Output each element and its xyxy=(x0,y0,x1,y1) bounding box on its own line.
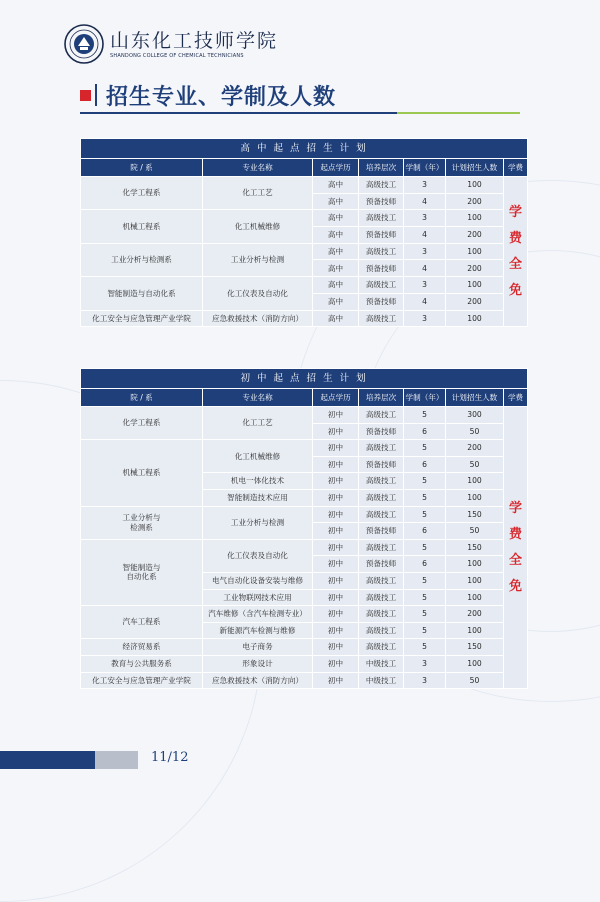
table-row xyxy=(81,243,528,260)
table-row xyxy=(81,506,528,523)
high-school-plan-table xyxy=(80,138,528,327)
entry-education-cell: 初中 xyxy=(313,639,359,656)
entry-education-cell: 高中 xyxy=(313,243,359,260)
enrollment-cell: 50 xyxy=(446,523,504,540)
training-level-cell: 预备技师 xyxy=(359,423,404,440)
duration-cell: 5 xyxy=(404,572,446,589)
entry-education-cell: 初中 xyxy=(313,572,359,589)
header-tuition: 学费 xyxy=(504,389,528,407)
table-row xyxy=(81,639,528,656)
entry-education-cell: 高中 xyxy=(313,177,359,194)
section-heading xyxy=(80,80,336,110)
table-row xyxy=(81,310,528,327)
duration-cell: 5 xyxy=(404,622,446,639)
middle-school-plan-table xyxy=(80,368,528,689)
duration-cell: 4 xyxy=(404,260,446,277)
department-cell: 经济贸易系 xyxy=(81,639,203,656)
major-cell: 工业分析与检测 xyxy=(203,243,313,276)
training-level-cell: 预备技师 xyxy=(359,523,404,540)
header-entry-education: 起点学历 xyxy=(313,159,359,177)
major-cell: 化工工艺 xyxy=(203,407,313,440)
footer-bar-grey xyxy=(95,751,138,769)
tuition-free-char: 费 xyxy=(509,526,523,542)
header-major: 专业名称 xyxy=(203,159,313,177)
enrollment-cell: 200 xyxy=(446,606,504,623)
entry-education-cell: 高中 xyxy=(313,210,359,227)
header-department: 院 / 系 xyxy=(81,389,203,407)
training-level-cell: 高级技工 xyxy=(359,277,404,294)
enrollment-cell: 200 xyxy=(446,293,504,310)
header-entry-education: 起点学历 xyxy=(313,389,359,407)
entry-education-cell: 初中 xyxy=(313,556,359,573)
footer-bar-blue xyxy=(0,751,95,769)
department-cell: 机械工程系 xyxy=(81,210,203,243)
training-level-cell: 中级技工 xyxy=(359,655,404,672)
major-cell: 化工工艺 xyxy=(203,177,313,210)
table-caption: 高 中 起 点 招 生 计 划 xyxy=(81,139,528,159)
tuition-free-char: 费 xyxy=(509,230,523,246)
entry-education-cell: 初中 xyxy=(313,622,359,639)
header-training-level: 培养层次 xyxy=(359,389,404,407)
enrollment-cell: 200 xyxy=(446,440,504,457)
table-caption: 初 中 起 点 招 生 计 划 xyxy=(81,369,528,389)
training-level-cell: 高级技工 xyxy=(359,210,404,227)
title-underline xyxy=(80,112,520,114)
major-cell: 化工仪表及自动化 xyxy=(203,277,313,310)
entry-education-cell: 初中 xyxy=(313,440,359,457)
entry-education-cell: 初中 xyxy=(313,655,359,672)
training-level-cell: 高级技工 xyxy=(359,489,404,506)
enrollment-cell: 100 xyxy=(446,655,504,672)
major-cell: 汽车维修（含汽车检测专业） xyxy=(203,606,313,623)
college-logo xyxy=(64,24,279,66)
enrollment-cell: 50 xyxy=(446,423,504,440)
entry-education-cell: 高中 xyxy=(313,260,359,277)
training-level-cell: 预备技师 xyxy=(359,260,404,277)
entry-education-cell: 初中 xyxy=(313,606,359,623)
entry-education-cell: 初中 xyxy=(313,473,359,490)
training-level-cell: 高级技工 xyxy=(359,473,404,490)
table-row xyxy=(81,672,528,689)
header-tuition: 学费 xyxy=(504,159,528,177)
major-cell: 化工机械维修 xyxy=(203,440,313,473)
table-row xyxy=(81,277,528,294)
duration-cell: 5 xyxy=(404,506,446,523)
header-planned-enrollment: 计划招生人数 xyxy=(446,389,504,407)
training-level-cell: 高级技工 xyxy=(359,572,404,589)
enrollment-cell: 50 xyxy=(446,456,504,473)
entry-education-cell: 初中 xyxy=(313,523,359,540)
enrollment-cell: 200 xyxy=(446,260,504,277)
training-level-cell: 高级技工 xyxy=(359,407,404,424)
duration-cell: 6 xyxy=(404,556,446,573)
enrollment-cell: 150 xyxy=(446,639,504,656)
training-level-cell: 高级技工 xyxy=(359,177,404,194)
entry-education-cell: 初中 xyxy=(313,423,359,440)
tuition-free-char: 免 xyxy=(509,578,523,594)
duration-cell: 5 xyxy=(404,407,446,424)
tuition-free-cell xyxy=(504,177,528,327)
major-cell: 机电一体化技术 xyxy=(203,473,313,490)
entry-education-cell: 初中 xyxy=(313,589,359,606)
table-row xyxy=(81,440,528,457)
tuition-free-char: 免 xyxy=(509,282,523,298)
duration-cell: 4 xyxy=(404,193,446,210)
enrollment-cell: 150 xyxy=(446,539,504,556)
tuition-free-char: 学 xyxy=(509,500,523,516)
department-cell: 工业分析与 检测系 xyxy=(81,506,203,539)
duration-cell: 6 xyxy=(404,423,446,440)
duration-cell: 5 xyxy=(404,639,446,656)
major-cell: 应急救援技术（消防方向） xyxy=(203,672,313,689)
training-level-cell: 高级技工 xyxy=(359,639,404,656)
college-name-en: SHANDONG COLLEGE OF CHEMICAL TECHNICIANS xyxy=(110,53,244,59)
duration-cell: 6 xyxy=(404,523,446,540)
entry-education-cell: 初中 xyxy=(313,489,359,506)
duration-cell: 3 xyxy=(404,177,446,194)
major-cell: 新能源汽车检测与维修 xyxy=(203,622,313,639)
tuition-free-char: 学 xyxy=(509,204,523,220)
department-cell: 教育与公共服务系 xyxy=(81,655,203,672)
major-cell: 电子商务 xyxy=(203,639,313,656)
major-cell: 智能制造技术应用 xyxy=(203,489,313,506)
enrollment-cell: 100 xyxy=(446,243,504,260)
entry-education-cell: 初中 xyxy=(313,506,359,523)
major-cell: 电气自动化设备安装与维修 xyxy=(203,572,313,589)
enrollment-cell: 300 xyxy=(446,407,504,424)
duration-cell: 5 xyxy=(404,539,446,556)
table-row xyxy=(81,407,528,424)
department-cell: 化工安全与应急管理产业学院 xyxy=(81,672,203,689)
college-name-cn: 山东化工技师学院 xyxy=(110,30,279,52)
entry-education-cell: 高中 xyxy=(313,310,359,327)
table-row xyxy=(81,655,528,672)
training-level-cell: 高级技工 xyxy=(359,310,404,327)
training-level-cell: 高级技工 xyxy=(359,440,404,457)
duration-cell: 4 xyxy=(404,293,446,310)
tuition-free-char: 全 xyxy=(509,256,523,272)
major-cell: 应急救援技术（消防方向） xyxy=(203,310,313,327)
training-level-cell: 预备技师 xyxy=(359,227,404,244)
training-level-cell: 高级技工 xyxy=(359,622,404,639)
entry-education-cell: 初中 xyxy=(313,407,359,424)
entry-education-cell: 高中 xyxy=(313,227,359,244)
enrollment-cell: 100 xyxy=(446,473,504,490)
table-row xyxy=(81,210,528,227)
department-cell: 机械工程系 xyxy=(81,440,203,506)
training-level-cell: 高级技工 xyxy=(359,243,404,260)
department-cell: 汽车工程系 xyxy=(81,606,203,639)
entry-education-cell: 高中 xyxy=(313,293,359,310)
enrollment-cell: 50 xyxy=(446,672,504,689)
department-cell: 化学工程系 xyxy=(81,177,203,210)
entry-education-cell: 初中 xyxy=(313,672,359,689)
enrollment-cell: 100 xyxy=(446,622,504,639)
header-duration: 学制（年） xyxy=(404,389,446,407)
enrollment-cell: 100 xyxy=(446,556,504,573)
entry-education-cell: 高中 xyxy=(313,277,359,294)
major-cell: 工业分析与检测 xyxy=(203,506,313,539)
enrollment-cell: 100 xyxy=(446,310,504,327)
table-row xyxy=(81,177,528,194)
training-level-cell: 预备技师 xyxy=(359,293,404,310)
tuition-free-cell xyxy=(504,407,528,689)
training-level-cell: 中级技工 xyxy=(359,672,404,689)
header-duration: 学制（年） xyxy=(404,159,446,177)
department-cell: 工业分析与检测系 xyxy=(81,243,203,276)
enrollment-cell: 200 xyxy=(446,193,504,210)
enrollment-cell: 100 xyxy=(446,589,504,606)
duration-cell: 3 xyxy=(404,243,446,260)
major-cell: 化工机械维修 xyxy=(203,210,313,243)
enrollment-cell: 100 xyxy=(446,572,504,589)
enrollment-cell: 150 xyxy=(446,506,504,523)
duration-cell: 5 xyxy=(404,489,446,506)
tuition-free-char: 全 xyxy=(509,552,523,568)
training-level-cell: 预备技师 xyxy=(359,556,404,573)
duration-cell: 5 xyxy=(404,589,446,606)
major-cell: 形象设计 xyxy=(203,655,313,672)
duration-cell: 3 xyxy=(404,277,446,294)
page-number: 11/12 xyxy=(151,750,189,765)
training-level-cell: 高级技工 xyxy=(359,606,404,623)
duration-cell: 5 xyxy=(404,473,446,490)
entry-education-cell: 初中 xyxy=(313,456,359,473)
table-row xyxy=(81,539,528,556)
table-row xyxy=(81,606,528,623)
training-level-cell: 预备技师 xyxy=(359,456,404,473)
duration-cell: 3 xyxy=(404,310,446,327)
enrollment-cell: 100 xyxy=(446,177,504,194)
entry-education-cell: 初中 xyxy=(313,539,359,556)
training-level-cell: 高级技工 xyxy=(359,589,404,606)
enrollment-cell: 100 xyxy=(446,489,504,506)
header-training-level: 培养层次 xyxy=(359,159,404,177)
department-cell: 智能制造与 自动化系 xyxy=(81,539,203,605)
training-level-cell: 高级技工 xyxy=(359,506,404,523)
major-cell: 工业物联网技术应用 xyxy=(203,589,313,606)
enrollment-cell: 100 xyxy=(446,277,504,294)
enrollment-cell: 100 xyxy=(446,210,504,227)
department-cell: 化工安全与应急管理产业学院 xyxy=(81,310,203,327)
header-major: 专业名称 xyxy=(203,389,313,407)
title-divider xyxy=(95,84,97,106)
duration-cell: 5 xyxy=(404,440,446,457)
duration-cell: 4 xyxy=(404,227,446,244)
duration-cell: 6 xyxy=(404,456,446,473)
training-level-cell: 预备技师 xyxy=(359,193,404,210)
duration-cell: 3 xyxy=(404,210,446,227)
department-cell: 智能制造与自动化系 xyxy=(81,277,203,310)
enrollment-cell: 200 xyxy=(446,227,504,244)
department-cell: 化学工程系 xyxy=(81,407,203,440)
red-square-icon xyxy=(80,90,91,101)
header-department: 院 / 系 xyxy=(81,159,203,177)
section-title: 招生专业、学制及人数 xyxy=(106,84,337,110)
duration-cell: 5 xyxy=(404,606,446,623)
major-cell: 化工仪表及自动化 xyxy=(203,539,313,572)
header-planned-enrollment: 计划招生人数 xyxy=(446,159,504,177)
training-level-cell: 高级技工 xyxy=(359,539,404,556)
duration-cell: 3 xyxy=(404,655,446,672)
college-seal-icon xyxy=(64,24,104,64)
duration-cell: 3 xyxy=(404,672,446,689)
entry-education-cell: 高中 xyxy=(313,193,359,210)
